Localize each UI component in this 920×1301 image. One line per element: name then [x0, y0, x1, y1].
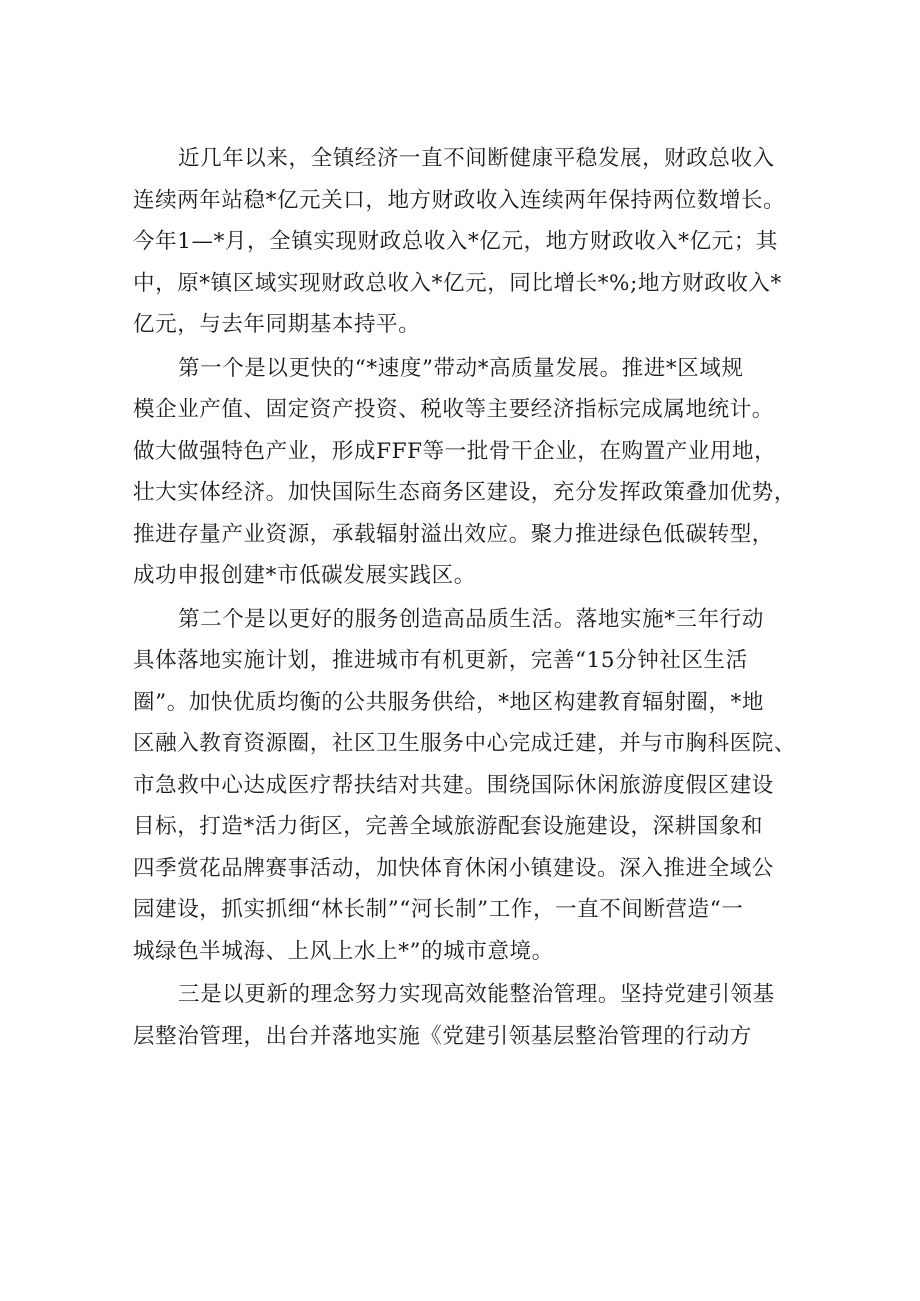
text-line: 第一个是以更快的“*速度”带动*高质量发展。推进*区域规	[178, 355, 744, 381]
text-line: 圈”。加快优质均衡的公共服务供给，*地区构建教育辐射圈，*地	[133, 689, 764, 715]
text-line: 层整治管理，出台并落地实施《党建引领基层整治管理的行动方	[133, 1023, 752, 1049]
paragraph-high-quality-development	[133, 348, 805, 597]
text-line: 今年1—*月，全镇实现财政总收入*亿元，地方财政收入*亿元；其	[133, 229, 779, 254]
text-line: 目标，打造*活力街区，完善全域旅游配套设施建设，深耕国象和	[133, 814, 764, 839]
paragraph-governance	[133, 974, 805, 1057]
text-line: 区融入教育资源圈，社区卫生服务中心完成迁建，并与市胸科医院、	[133, 731, 797, 756]
text-line: 近几年以来，全镇经济一直不间断健康平稳发展，财政总收入	[178, 146, 775, 171]
text-line: 模企业产值、固定资产投资、税收等主要经济指标完成属地统计。	[133, 397, 774, 422]
text-line: 第二个是以更好的服务创造高品质生活。落地实施*三年行动	[178, 606, 764, 632]
paragraph-quality-living	[133, 599, 805, 973]
text-line: 壮大实体经济。加快国际生态商务区建设，充分发挥政策叠加优势，	[133, 480, 797, 505]
paragraph-fiscal-overview	[133, 138, 805, 346]
text-line: 城绿色半城海、上风上水上*”的城市意境。	[133, 938, 554, 964]
document-body	[133, 138, 805, 1059]
text-line: 做大做强特色产业，形成FFF等一批骨干企业，在购置产业用地，	[133, 438, 777, 464]
text-line: 三是以更新的理念努力实现高效能整治管理。坚持党建引领基	[178, 982, 775, 1007]
text-line: 四季赏花品牌赛事活动，加快体育休闲小镇建设。深入推进全域公	[133, 855, 774, 881]
text-line: 中，原*镇区域实现财政总收入*亿元，同比增长*%;地方财政收入*	[133, 270, 782, 296]
text-line: 成功申报创建*市低碳发展实践区。	[133, 563, 476, 588]
text-line: 市急救中心达成医疗帮扶结对共建。围绕国际休闲旅游度假区建设	[133, 772, 774, 798]
text-line: 亿元，与去年同期基本持平。	[133, 312, 421, 337]
text-line: 园建设，抓实抓细“林长制”“河长制”工作，一直不间断营造“一	[133, 897, 744, 922]
text-line: 连续两年站稳*亿元关口，地方财政收入连续两年保持两位数增长。	[133, 187, 786, 213]
text-line: 具体落地实施计划，推进城市有机更新，完善“15分钟社区生活	[133, 648, 748, 673]
text-line: 推进存量产业资源，承载辐射溢出效应。聚力推进绿色低碳转型，	[133, 521, 774, 547]
